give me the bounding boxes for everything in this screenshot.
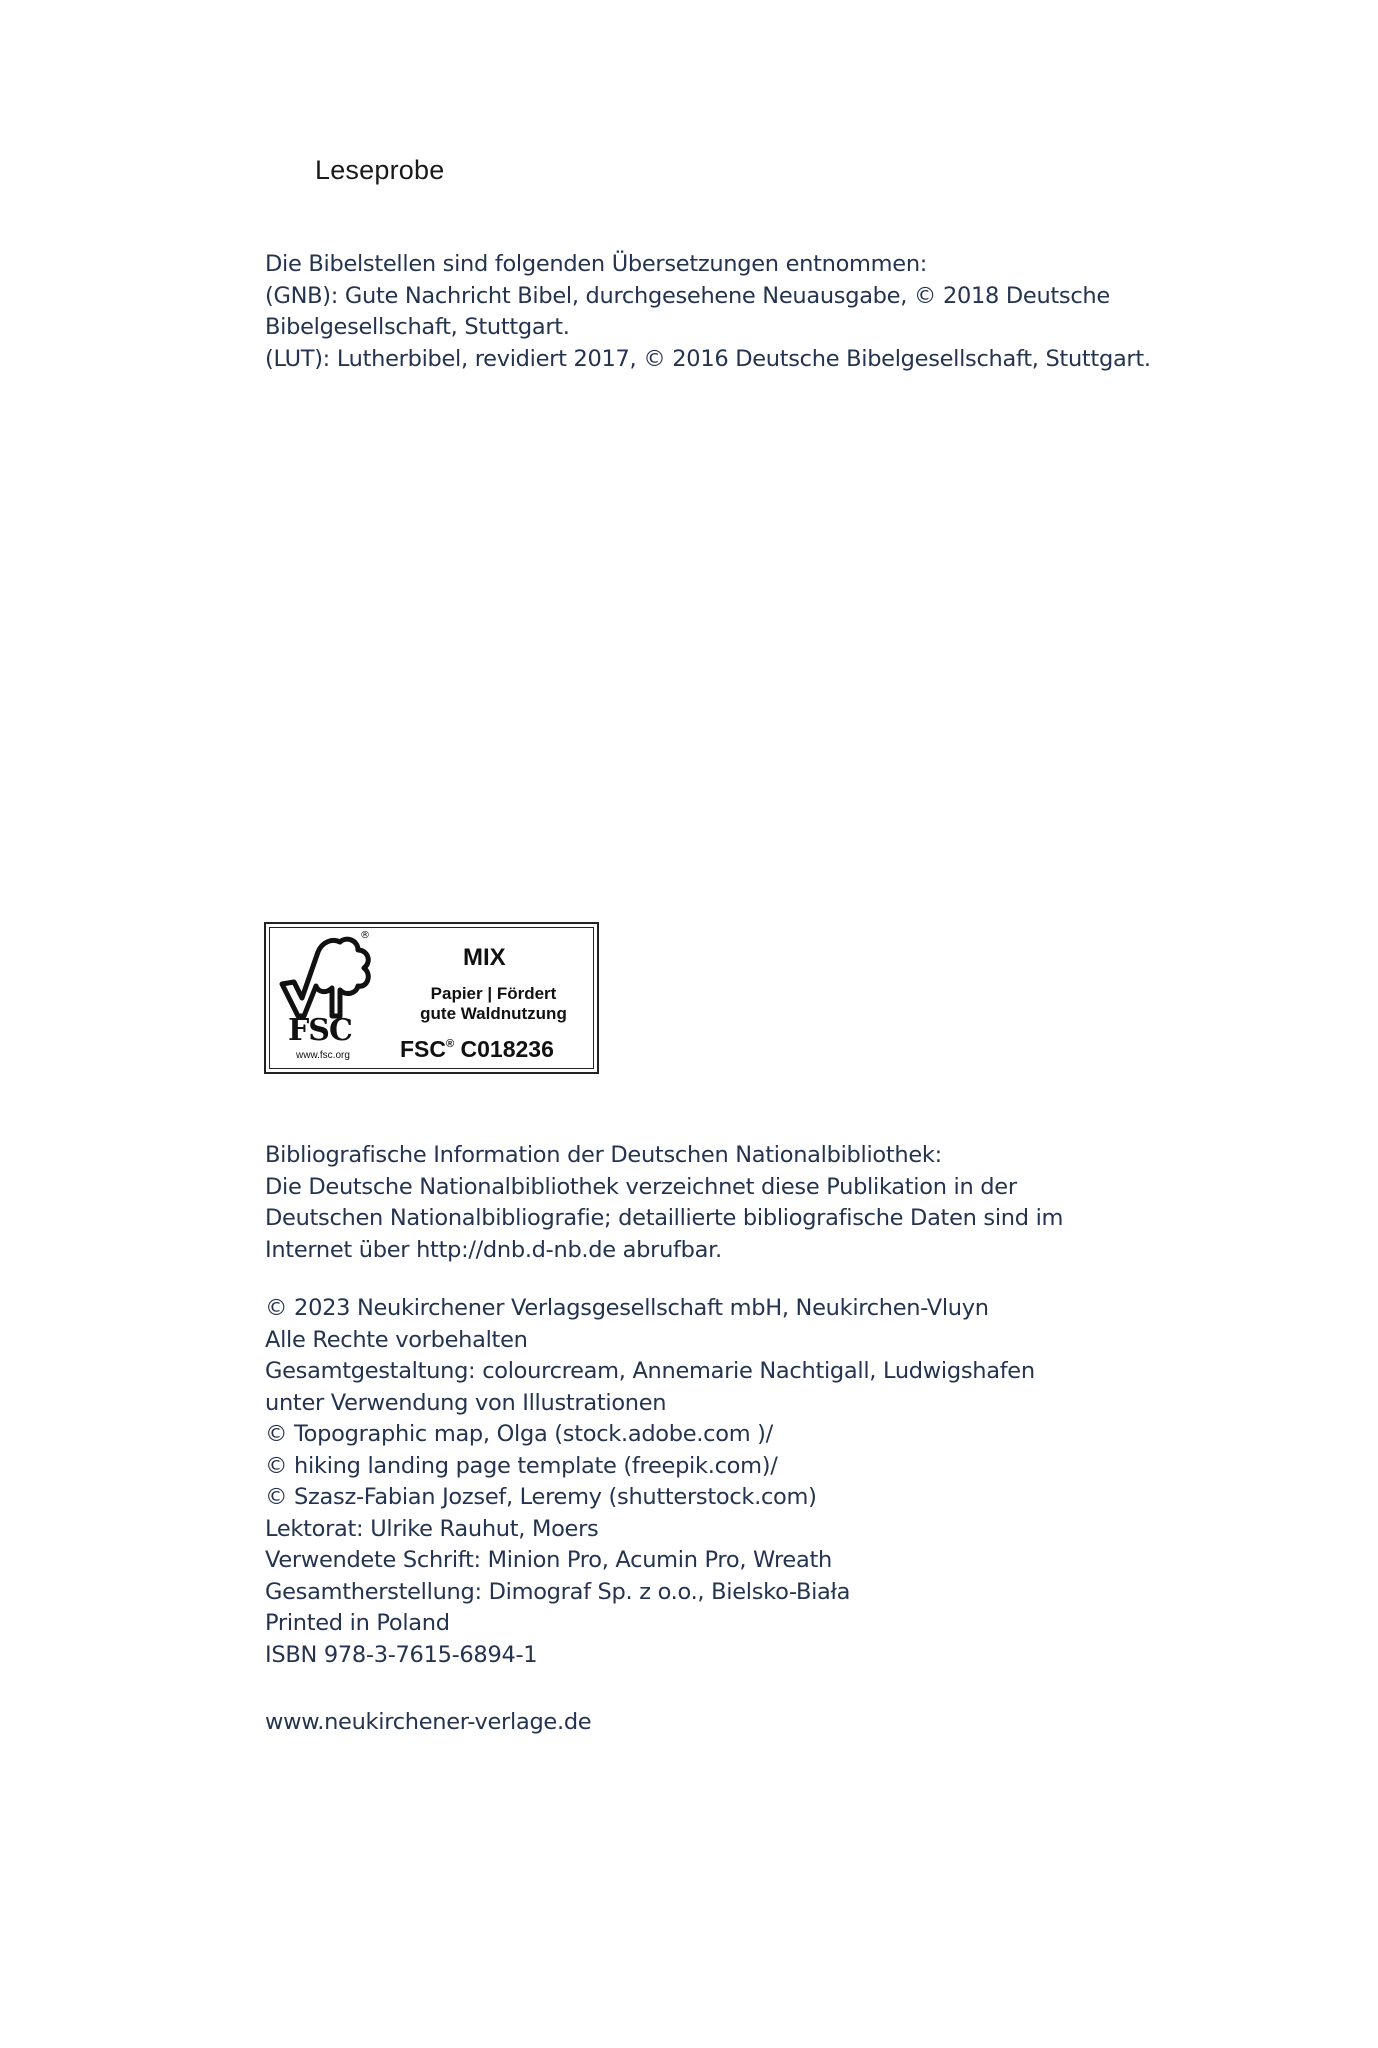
publisher-website: www.neukirchener-verlage.de (265, 1709, 592, 1735)
imprint-credit: © Topographic map, Olga (stock.adobe.com )/ (265, 1421, 773, 1447)
bibliographic-line: Bibliografische Information der Deutschen Nationalbibliothek: (265, 1142, 942, 1168)
fsc-registered-mark: ® (360, 930, 370, 941)
bible-notice-line: Die Bibelstellen sind folgenden Übersetzungen entnommen: (265, 251, 928, 277)
bible-translations-notice (265, 249, 1151, 375)
imprint-design: Gesamtgestaltung: colourcream, Annemarie Nachtigall, Ludwigshafen (265, 1358, 1035, 1384)
fsc-code-registered-mark: ® (446, 1038, 455, 1050)
fsc-mix-label: MIX (463, 944, 506, 971)
fsc-license-code (400, 1036, 554, 1063)
fsc-description (396, 984, 591, 1024)
bibliographic-line: Die Deutsche Nationalbibliothek verzeichnet diese Publikation in der (265, 1173, 1017, 1200)
imprint-copyright: © 2023 Neukirchener Verlagsgesellschaft mbH, Neukirchen-Vluyn (265, 1295, 989, 1321)
imprint-rights: Alle Rechte vorbehalten (265, 1326, 528, 1353)
fsc-code-prefix: FSC (400, 1036, 446, 1062)
imprint-illustrations: unter Verwendung von Illustrationen (265, 1389, 667, 1416)
bible-notice-line: (LUT): Lutherbibel, revidiert 2017, © 2016 Deutsche Bibelgesellschaft, Stuttgart. (265, 345, 1151, 372)
imprint-printed-in: Printed in Poland (265, 1610, 450, 1636)
bible-notice-line: (GNB): Gute Nachricht Bibel, durchgesehene Neuausgabe, © 2018 Deutsche (265, 282, 1110, 309)
imprint-credit: © Szasz-Fabian Jozsef, Leremy (shutterstock.com) (265, 1484, 817, 1510)
fsc-code-number: C018236 (460, 1036, 554, 1062)
bible-notice-line: Bibelgesellschaft, Stuttgart. (265, 314, 570, 340)
bibliographic-line: Deutschen Nationalbibliografie; detaillierte bibliografische Daten sind im (265, 1205, 1064, 1231)
fsc-url: www.fsc.org (296, 1050, 350, 1061)
bibliographic-line: Internet über http://dnb.d-nb.de abrufbar. (265, 1236, 722, 1263)
imprint-editor: Lektorat: Ulrike Rauhut, Moers (265, 1515, 599, 1542)
fsc-wordmark: FSC (288, 1013, 352, 1048)
fsc-certification-label (264, 922, 599, 1074)
fsc-description-line: Papier | Fördert (430, 984, 557, 1003)
bibliographic-information (265, 1140, 1063, 1266)
imprint-isbn: ISBN 978-3-7615-6894-1 (265, 1641, 538, 1668)
imprint-credit: © hiking landing page template (freepik.com)/ (265, 1452, 778, 1479)
imprint-production: Gesamtherstellung: Dimograf Sp. z o.o., Bielsko-Biała (265, 1578, 851, 1605)
page-header-label: Leseprobe (315, 155, 445, 185)
fsc-description-line: gute Waldnutzung (420, 1004, 567, 1023)
fsc-tree-checkmark-icon (278, 932, 378, 1020)
publisher-imprint (265, 1293, 1035, 1671)
imprint-fonts: Verwendete Schrift: Minion Pro, Acumin Pro, Wreath (265, 1547, 832, 1573)
